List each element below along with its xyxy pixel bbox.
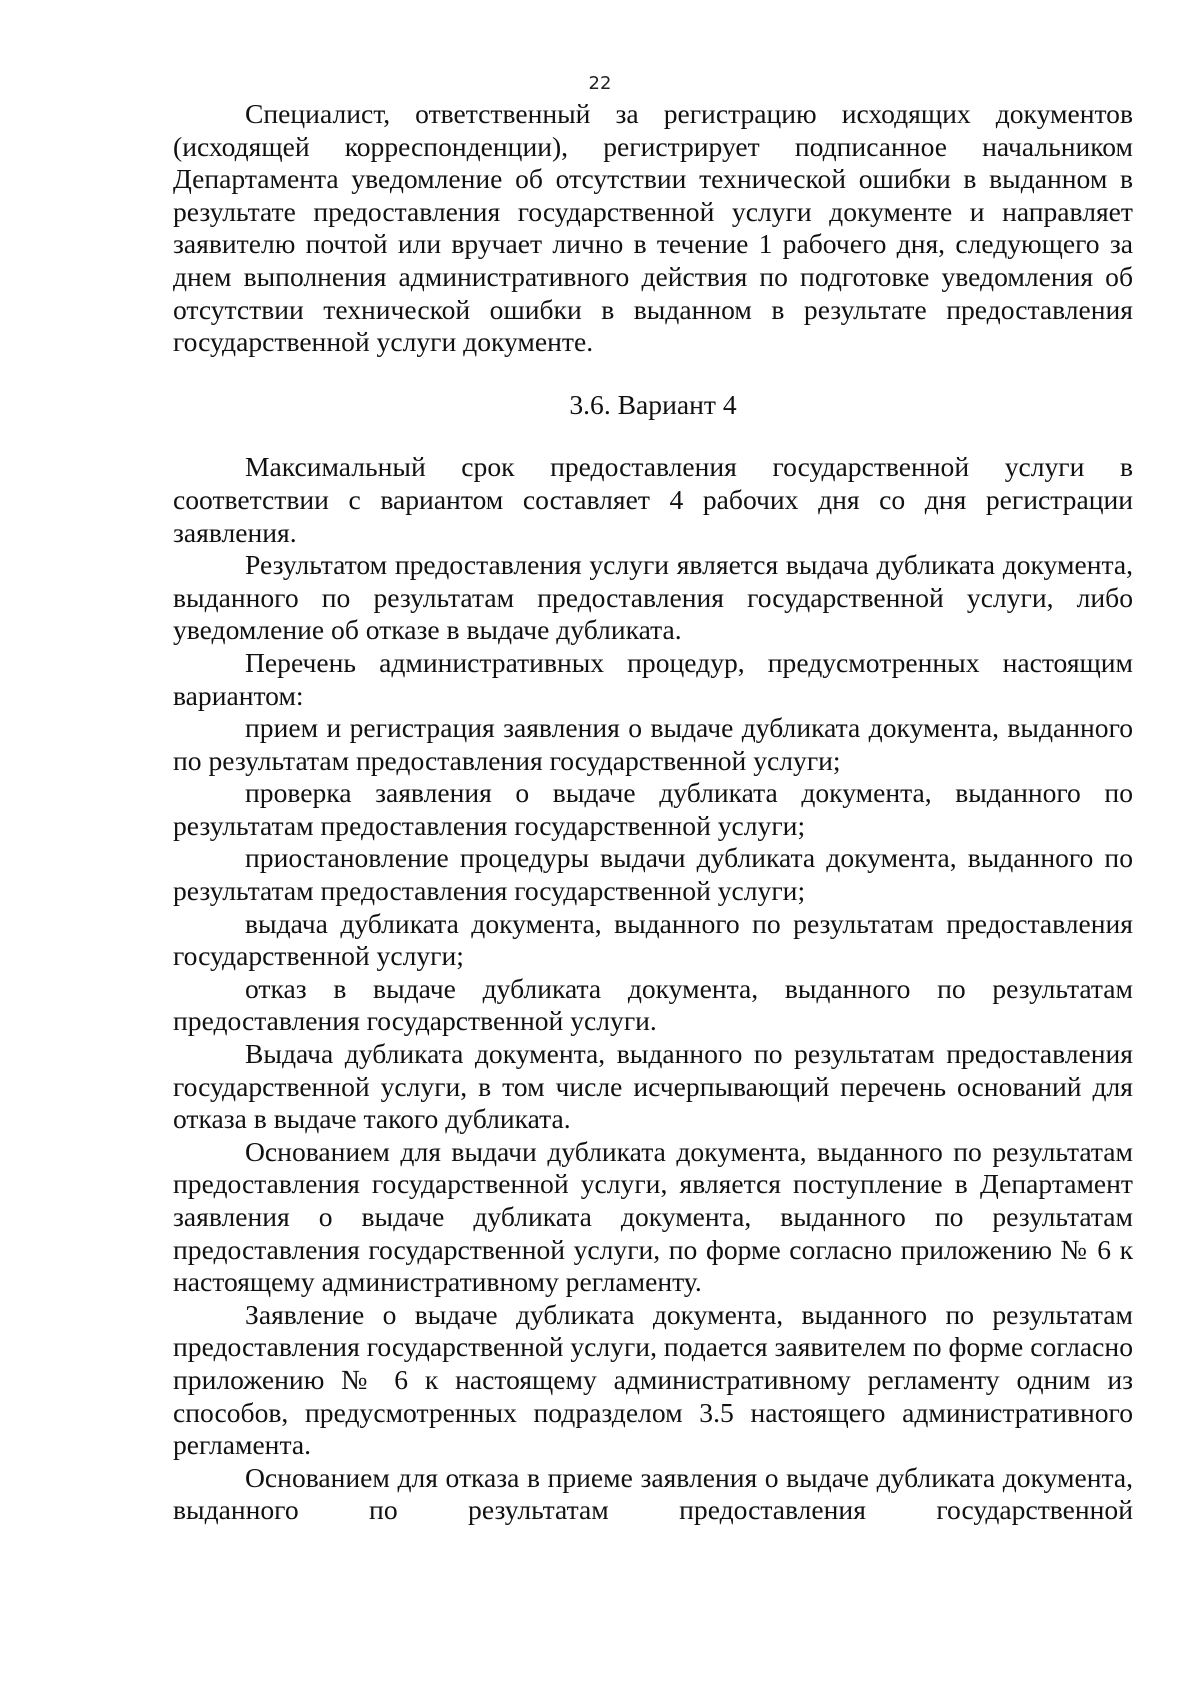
- paragraph: Заявление о выдаче дубликата документа, выданного по результатам предоставления государственной услуги, подается заявителем по форме согласно приложению № 6 к настоящему административному регламенту одним из способов, предусмотренных подразделом 3.5 настоящего административного регламента.: [173, 1298, 1133, 1461]
- list-item-procedure: проверка заявления о выдаче дубликата документа, выданного по результатам предоставления государственной услуги;: [173, 777, 1133, 841]
- document-body: [173, 98, 1133, 1527]
- page-number: 22: [588, 73, 612, 94]
- paragraph-continued: Основанием для отказа в приеме заявления о выдаче дубликата документа, выданного по результатам предоставления государственной: [173, 1461, 1133, 1526]
- paragraph: Максимальный срок предоставления государственной услуги в соответствии с вариантом составляет 4 рабочих дня со дня регистрации заявления.: [173, 451, 1133, 548]
- section-heading: 3.6. Вариант 4: [569, 388, 737, 420]
- paragraph: Результатом предоставления услуги является выдача дубликата документа, выданного по результатам предоставления государственной услуги, либо уведомление об отказе в выдаче дубликата.: [173, 549, 1133, 646]
- paragraph: Основанием для выдачи дубликата документа, выданного по результатам предоставления государственной услуги, является поступление в Департамент заявления о выдаче дубликата документа, выданного по результатам предоставления государственной услуги, по форме согласно приложению № 6 к настоящему административному регламенту.: [173, 1135, 1133, 1298]
- paragraph: Перечень административных процедур, предусмотренных настоящим вариантом:: [173, 646, 1133, 711]
- list-item-procedure: приостановление процедуры выдачи дубликата документа, выданного по результатам предоставления государственной услуги;: [173, 842, 1133, 907]
- list-item-procedure: прием и регистрация заявления о выдаче дубликата документа, выданного по результатам предоставления государственной услуги;: [173, 712, 1133, 776]
- paragraph: Выдача дубликата документа, выданного по результатам предоставления государственной услуги, в том числе исчерпывающий перечень оснований для отказа в выдаче такого дубликата.: [173, 1038, 1133, 1135]
- paragraph-intro: Специалист, ответственный за регистрацию исходящих документов (исходящей корреспонденции), регистрирует подписанное начальником Департамента уведомление об отсутствии технической ошибки в выданном в результате предоставления государственной услуги документе и направляет заявителю почтой или вручает лично в течение 1 рабочего дня, следующего за днем выполнения административного действия по подготовке уведомления об отсутствии технической ошибки в выданном в результате предоставления государственной услуги документе.: [173, 98, 1133, 358]
- list-item-procedure: отказ в выдаче дубликата документа, выданного по результатам предоставления государственной услуги.: [173, 972, 1133, 1037]
- list-item-procedure: выдача дубликата документа, выданного по результатам предоставления государственной услуги;: [173, 907, 1133, 972]
